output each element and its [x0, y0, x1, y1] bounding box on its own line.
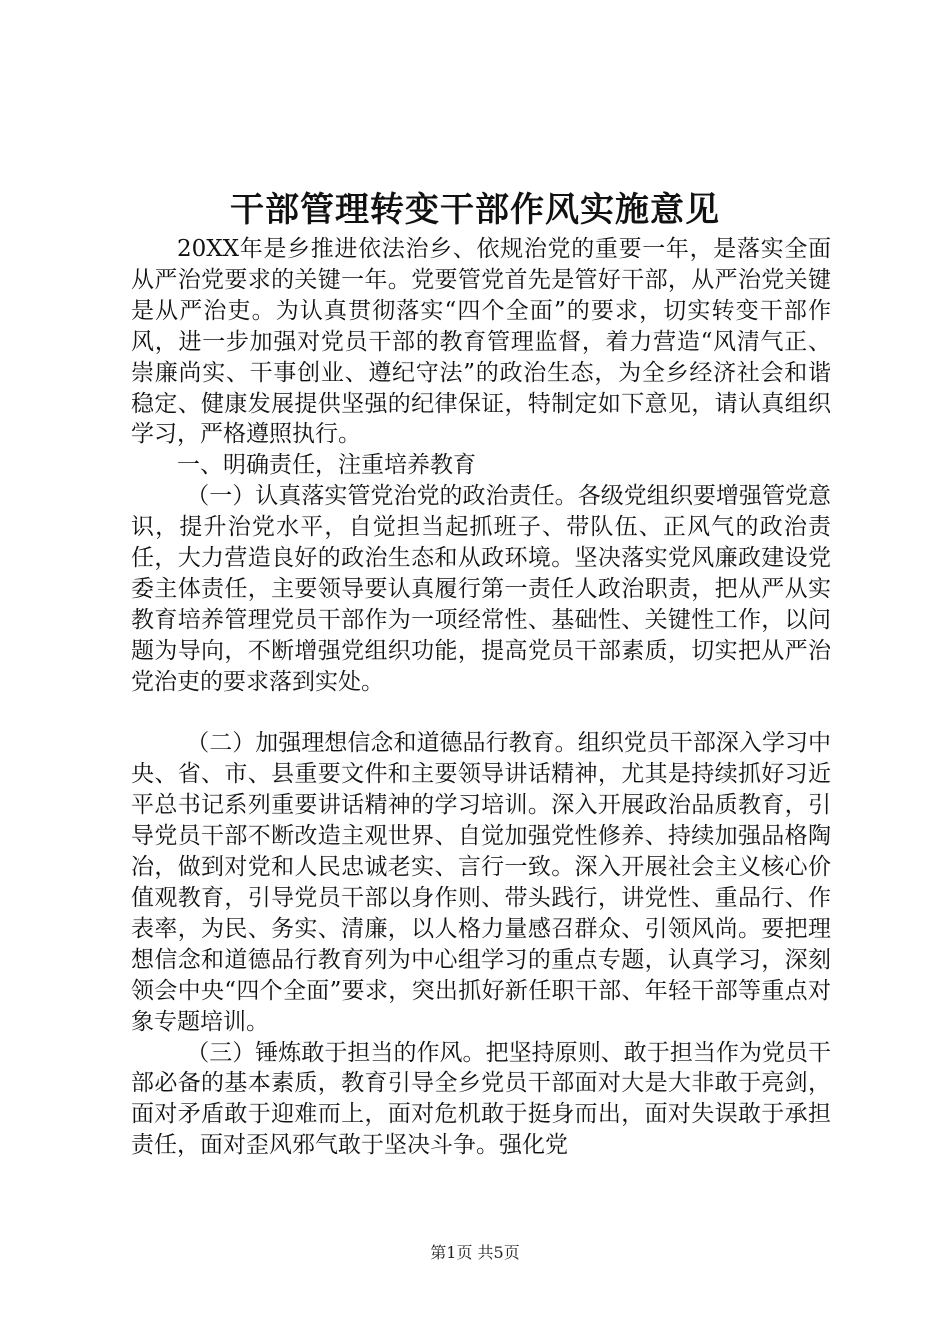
page-number-footer: 第1页 共5页 [430, 1243, 520, 1262]
item-paragraph-3: （三）锤炼敢于担当的作风。把坚持原则、敢于担当作为党员干部必备的基本素质，教育引导全乡党员干部面对大是大非敢于亮剑，面对矛盾敢于迎难而上，面对危机敢于挺身而出，面对失误敢于承担责任，面对歪风邪气敢于坚决斗争。强化党 [131, 1039, 831, 1159]
intro-paragraph: 20XX年是乡推进依法治乡、依规治党的重要一年，是落实全面从严治党要求的关键一年。党要管党首先是管好干部，从严治党关键是从严治吏。为认真贯彻落实“四个全面”的要求，切实转变干部作风，进一步加强对党员干部的教育管理监督，着力营造“风清气正、崇廉尚实、干事创业、遵纪守法”的政治生态，为全乡经济社会和谐稳定、健康发展提供坚强的纪律保证，特制定如下意见，请认真组织学习，严格遵照执行。 [131, 236, 831, 448]
item-paragraph-1: （一）认真落实管党治党的政治责任。各级党组织要增强管党意识，提升治党水平，自觉担当起抓班子、带队伍、正风气的政治责任，大力营造良好的政治生态和从政环境。坚决落实党风廉政建设党委主体责任，主要领导要认真履行第一责任人政治职责，把从严从实教育培养管理党员干部作为一项经常性、基础性、关键性工作，以问题为导向，不断增强党组织功能，提高党员干部素质，切实把从严治党治吏的要求落到实处。 [131, 483, 831, 695]
document-title: 干部管理转变干部作风实施意见 [230, 190, 720, 230]
section-heading: 一、明确责任，注重培养教育 [177, 452, 476, 479]
paragraph-spacer [131, 698, 831, 729]
document-body [131, 234, 831, 1161]
item-paragraph-2: （二）加强理想信念和道德品行教育。组织党员干部深入学习中央、省、市、县重要文件和主要领导讲话精神，尤其是持续抓好习近平总书记系列重要讲话精神的学习培训。深入开展政治品质教育，引导党员干部不断改造主观世界、自觉加强党性修养、持续加强品格陶冶，做到对党和人民忠诚老实、言行一致。深入开展社会主义核心价值观教育，引导党员干部以身作则、带头践行，讲党性、重品行、作表率，为民、务实、清廉，以人格力量感召群众、引领风尚。要把理想信念和道德品行教育列为中心组学习的重点专题，认真学习，深刻领会中央“四个全面”要求，突出抓好新任职干部、年轻干部等重点对象专题培训。 [131, 730, 831, 1035]
